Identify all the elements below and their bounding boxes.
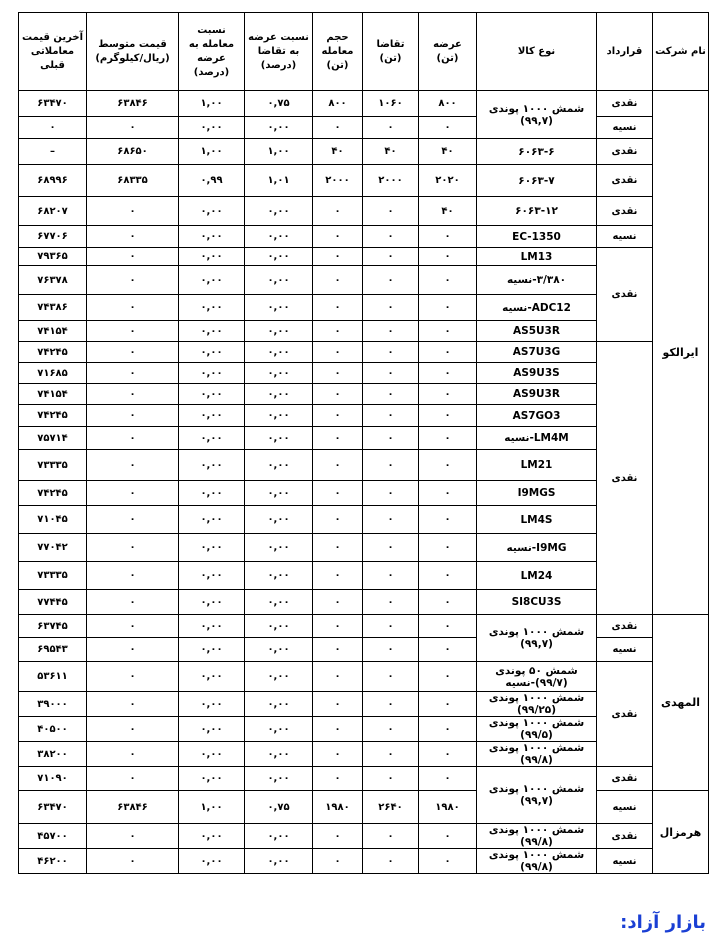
supply-cell: ۰ [419,342,477,363]
table-row [19,615,709,638]
trade-supply-ratio-cell: ۱,۰۰ [179,91,245,117]
supply-demand-ratio-cell: ۰,۰۰ [245,562,313,590]
trade-supply-ratio-cell: ۰,۰۰ [179,767,245,791]
trade-supply-ratio-cell: ۰,۰۰ [179,590,245,615]
header-demand: تقاضا (تن) [363,13,419,91]
volume-cell: ۰ [313,342,363,363]
avg-price-cell: ۰ [87,363,179,384]
demand-cell: ۴۰ [363,139,419,165]
table-row [19,197,709,226]
volume-cell: ۰ [313,295,363,321]
avg-price-cell: ۰ [87,481,179,506]
last-price-cell: ۶۸۲۰۷ [19,197,87,226]
product-cell: شمش ۱۰۰۰ پوندی (۹۹/۸) [477,824,597,849]
last-price-cell: ۴۵۷۰۰ [19,824,87,849]
avg-price-cell: ۰ [87,692,179,717]
demand-cell: ۰ [363,363,419,384]
trade-supply-ratio-cell: ۰,۰۰ [179,405,245,427]
demand-cell: ۰ [363,615,419,638]
demand-cell: ۰ [363,717,419,742]
volume-cell: ۰ [313,248,363,266]
avg-price-cell: ۰ [87,824,179,849]
demand-cell: ۰ [363,450,419,481]
volume-cell: ۰ [313,742,363,767]
supply-cell: ۰ [419,590,477,615]
supply-demand-ratio-cell: ۰,۰۰ [245,638,313,662]
trade-supply-ratio-cell: ۰,۰۰ [179,717,245,742]
volume-cell: ۰ [313,824,363,849]
volume-cell: ۰ [313,321,363,342]
last-price-cell: ۷۶۳۷۸ [19,266,87,295]
contract-cell: نقدی [597,197,653,226]
last-price-cell: ۷۴۲۴۵ [19,405,87,427]
contract-cell: نسیه [597,638,653,662]
trade-supply-ratio-cell: ۰,۰۰ [179,742,245,767]
supply-cell: ۰ [419,849,477,874]
product-cell: LM21 [477,450,597,481]
product-cell: LM13 [477,248,597,266]
trade-supply-ratio-cell: ۰,۰۰ [179,534,245,562]
demand-cell: ۲۰۰۰ [363,165,419,197]
supply-cell: ۰ [419,117,477,139]
volume-cell: ۰ [313,638,363,662]
trade-supply-ratio-cell: ۰,۰۰ [179,450,245,481]
avg-price-cell: ۰ [87,248,179,266]
product-cell: شمش ۱۰۰۰ پوندی (۹۹/۸) [477,742,597,767]
avg-price-cell: ۰ [87,638,179,662]
trade-supply-ratio-cell: ۰,۰۰ [179,662,245,692]
last-price-cell: ۷۴۱۵۴ [19,321,87,342]
demand-cell: ۰ [363,638,419,662]
demand-cell: ۰ [363,117,419,139]
supply-demand-ratio-cell: ۰,۰۰ [245,427,313,450]
trade-supply-ratio-cell: ۱,۰۰ [179,139,245,165]
trade-supply-ratio-cell: ۰,۰۰ [179,692,245,717]
trade-supply-ratio-cell: ۰,۰۰ [179,363,245,384]
volume-cell: ۰ [313,662,363,692]
header-company: نام شرکت [653,13,709,91]
trade-supply-ratio-cell: ۰,۰۰ [179,384,245,405]
trade-supply-ratio-cell: ۰,۰۰ [179,321,245,342]
demand-cell: ۰ [363,248,419,266]
supply-cell: ۸۰۰ [419,91,477,117]
supply-demand-ratio-cell: ۰,۰۰ [245,692,313,717]
supply-demand-ratio-cell: ۱,۰۰ [245,139,313,165]
demand-cell: ۰ [363,295,419,321]
volume-cell: ۰ [313,427,363,450]
last-price-cell: – [19,139,87,165]
trade-supply-ratio-cell: ۰,۹۹ [179,165,245,197]
demand-cell: ۰ [363,824,419,849]
product-cell: ۶۰۶۳-۶ [477,139,597,165]
demand-cell: ۱۰۶۰ [363,91,419,117]
contract-cell: نسیه [597,117,653,139]
header-volume: حجم معامله (تن) [313,13,363,91]
demand-cell: ۰ [363,590,419,615]
volume-cell: ۴۰ [313,139,363,165]
supply-demand-ratio-cell: ۰,۰۰ [245,506,313,534]
avg-price-cell: ۰ [87,534,179,562]
supply-demand-ratio-cell: ۰,۰۰ [245,197,313,226]
volume-cell: ۰ [313,692,363,717]
supply-cell: ۰ [419,767,477,791]
trade-supply-ratio-cell: ۰,۰۰ [179,638,245,662]
company-cell: هرمزال [653,791,709,874]
last-price-cell: ۷۱۶۸۵ [19,363,87,384]
last-price-cell: ۷۳۳۳۵ [19,450,87,481]
product-cell: LM4S [477,506,597,534]
supply-cell: ۰ [419,562,477,590]
avg-price-cell: ۰ [87,590,179,615]
product-cell: ADC12-نسیه [477,295,597,321]
demand-cell: ۰ [363,266,419,295]
contract-cell: نسیه [597,791,653,824]
last-price-cell: ۷۴۳۸۶ [19,295,87,321]
volume-cell: ۰ [313,767,363,791]
volume-cell: ۰ [313,197,363,226]
product-cell: شمش ۱۰۰۰ پوندی (۹۹,۷) [477,615,597,662]
product-cell: AS7U3G [477,342,597,363]
supply-cell: ۰ [419,363,477,384]
product-cell: I9MGS [477,481,597,506]
last-price-cell: ۳۸۲۰۰ [19,742,87,767]
last-price-cell: ۷۹۳۶۵ [19,248,87,266]
trade-supply-ratio-cell: ۰,۰۰ [179,481,245,506]
contract-cell: نقدی [597,248,653,342]
last-price-cell: ۷۳۳۳۵ [19,562,87,590]
supply-demand-ratio-cell: ۰,۰۰ [245,481,313,506]
demand-cell: ۰ [363,767,419,791]
avg-price-cell: ۰ [87,226,179,248]
trade-supply-ratio-cell: ۰,۰۰ [179,248,245,266]
last-price-cell: ۶۷۷۰۶ [19,226,87,248]
table-row [19,662,709,692]
demand-cell: ۲۶۴۰ [363,791,419,824]
contract-cell: نقدی [597,342,653,615]
supply-cell: ۱۹۸۰ [419,791,477,824]
last-price-cell: ۷۴۲۴۵ [19,342,87,363]
avg-price-cell: ۰ [87,266,179,295]
trade-supply-ratio-cell: ۰,۰۰ [179,824,245,849]
product-cell: ۶۰۶۳-۱۲ [477,197,597,226]
demand-cell: ۰ [363,534,419,562]
contract-cell: نقدی [597,662,653,767]
last-price-cell: ۷۷۴۴۵ [19,590,87,615]
supply-cell: ۰ [419,226,477,248]
supply-cell: ۰ [419,266,477,295]
table-row [19,226,709,248]
trade-supply-ratio-cell: ۱,۰۰ [179,791,245,824]
supply-cell: ۰ [419,824,477,849]
trade-supply-ratio-cell: ۰,۰۰ [179,117,245,139]
table-row [19,117,709,139]
last-price-cell: ۶۹۵۴۳ [19,638,87,662]
contract-cell: نقدی [597,767,653,791]
last-price-cell: ۷۵۷۱۴ [19,427,87,450]
supply-cell: ۰ [419,481,477,506]
demand-cell: ۰ [363,342,419,363]
trade-supply-ratio-cell: ۰,۰۰ [179,342,245,363]
supply-demand-ratio-cell: ۰,۰۰ [245,363,313,384]
last-price-cell: ۶۳۴۷۰ [19,91,87,117]
supply-demand-ratio-cell: ۰,۰۰ [245,824,313,849]
avg-price-cell: ۰ [87,405,179,427]
avg-price-cell: ۰ [87,662,179,692]
demand-cell: ۰ [363,562,419,590]
volume-cell: ۰ [313,450,363,481]
header-trade-supply-ratio: نسبت معامله به عرضه (درصد) [179,13,245,91]
supply-demand-ratio-cell: ۱,۰۱ [245,165,313,197]
last-price-cell: ۷۷۰۴۲ [19,534,87,562]
avg-price-cell: ۰ [87,321,179,342]
avg-price-cell: ۰ [87,615,179,638]
supply-demand-ratio-cell: ۰,۰۰ [245,742,313,767]
last-price-cell: ۳۹۰۰۰ [19,692,87,717]
last-price-cell: ۰ [19,117,87,139]
supply-demand-ratio-cell: ۰,۰۰ [245,590,313,615]
demand-cell: ۰ [363,226,419,248]
contract-cell: نقدی [597,91,653,117]
avg-price-cell: ۰ [87,295,179,321]
contract-cell: نقدی [597,139,653,165]
supply-cell: ۰ [419,534,477,562]
product-cell: AS5U3R [477,321,597,342]
volume-cell: ۰ [313,384,363,405]
volume-cell: ۰ [313,615,363,638]
demand-cell: ۰ [363,692,419,717]
contract-cell: نقدی [597,824,653,849]
product-cell: ۶۰۶۳-۷ [477,165,597,197]
header-avg-price: قیمت متوسط (ریال/کیلوگرم) [87,13,179,91]
avg-price-cell: ۰ [87,562,179,590]
trade-supply-ratio-cell: ۰,۰۰ [179,197,245,226]
table-row [19,767,709,791]
last-price-cell: ۵۳۶۱۱ [19,662,87,692]
supply-cell: ۰ [419,405,477,427]
supply-demand-ratio-cell: ۰,۷۵ [245,791,313,824]
volume-cell: ۰ [313,266,363,295]
volume-cell: ۰ [313,405,363,427]
volume-cell: ۸۰۰ [313,91,363,117]
demand-cell: ۰ [363,321,419,342]
volume-cell: ۰ [313,849,363,874]
avg-price-cell: ۰ [87,717,179,742]
trade-table [18,12,709,874]
product-cell: EC-1350 [477,226,597,248]
product-cell: شمش ۵۰ پوندی (۹۹/۷)-نسیه [477,662,597,692]
trade-supply-ratio-cell: ۰,۰۰ [179,226,245,248]
header-contract: قرارداد [597,13,653,91]
supply-cell: ۰ [419,248,477,266]
supply-demand-ratio-cell: ۰,۰۰ [245,849,313,874]
product-cell: LM4M-نسیه [477,427,597,450]
supply-cell: ۰ [419,427,477,450]
supply-cell: ۰ [419,506,477,534]
trade-supply-ratio-cell: ۰,۰۰ [179,615,245,638]
last-price-cell: ۷۱۰۹۰ [19,767,87,791]
product-cell: ۳/۳۸۰-نسیه [477,266,597,295]
trade-supply-ratio-cell: ۰,۰۰ [179,295,245,321]
contract-cell: نقدی [597,615,653,638]
demand-cell: ۰ [363,427,419,450]
last-price-cell: ۷۴۱۵۴ [19,384,87,405]
contract-cell: نسیه [597,849,653,874]
last-price-cell: ۶۸۹۹۶ [19,165,87,197]
volume-cell: ۲۰۰۰ [313,165,363,197]
supply-demand-ratio-cell: ۰,۰۰ [245,266,313,295]
header-supply: عرضه (تن) [419,13,477,91]
supply-demand-ratio-cell: ۰,۰۰ [245,534,313,562]
supply-cell: ۰ [419,384,477,405]
supply-demand-ratio-cell: ۰,۰۰ [245,615,313,638]
demand-cell: ۰ [363,742,419,767]
product-cell: AS9U3S [477,363,597,384]
demand-cell: ۰ [363,662,419,692]
avg-price-cell: ۰ [87,849,179,874]
company-cell: ایرالکو [653,91,709,615]
section-title: بازار آزاد: [620,912,706,933]
avg-price-cell: ۶۸۳۳۵ [87,165,179,197]
trade-supply-ratio-cell: ۰,۰۰ [179,266,245,295]
avg-price-cell: ۶۸۶۵۰ [87,139,179,165]
product-cell: I9MG-نسیه [477,534,597,562]
volume-cell: ۱۹۸۰ [313,791,363,824]
supply-demand-ratio-cell: ۰,۰۰ [245,117,313,139]
supply-demand-ratio-cell: ۰,۰۰ [245,717,313,742]
supply-cell: ۰ [419,295,477,321]
avg-price-cell: ۰ [87,450,179,481]
supply-demand-ratio-cell: ۰,۷۵ [245,91,313,117]
supply-cell: ۲۰۲۰ [419,165,477,197]
last-price-cell: ۷۴۲۴۵ [19,481,87,506]
trade-supply-ratio-cell: ۰,۰۰ [179,427,245,450]
last-price-cell: ۷۱۰۴۵ [19,506,87,534]
supply-cell: ۰ [419,717,477,742]
table-row [19,139,709,165]
header-supply-demand-ratio: نسبت عرضه به تقاضا (درصد) [245,13,313,91]
trade-supply-ratio-cell: ۰,۰۰ [179,562,245,590]
supply-cell: ۰ [419,662,477,692]
supply-demand-ratio-cell: ۰,۰۰ [245,295,313,321]
supply-demand-ratio-cell: ۰,۰۰ [245,450,313,481]
header-last-price: آخرین قیمت معاملاتی قبلی [19,13,87,91]
demand-cell: ۰ [363,849,419,874]
product-cell: AS7GO3 [477,405,597,427]
volume-cell: ۰ [313,117,363,139]
avg-price-cell: ۶۳۸۴۶ [87,91,179,117]
supply-cell: ۰ [419,615,477,638]
contract-cell: نسیه [597,226,653,248]
demand-cell: ۰ [363,506,419,534]
demand-cell: ۰ [363,384,419,405]
supply-cell: ۰ [419,321,477,342]
table-row [19,638,709,662]
supply-cell: ۰ [419,450,477,481]
last-price-cell: ۴۰۵۰۰ [19,717,87,742]
volume-cell: ۰ [313,363,363,384]
volume-cell: ۰ [313,226,363,248]
volume-cell: ۰ [313,590,363,615]
avg-price-cell: ۰ [87,117,179,139]
trade-supply-ratio-cell: ۰,۰۰ [179,849,245,874]
supply-cell: ۴۰ [419,197,477,226]
last-price-cell: ۴۶۲۰۰ [19,849,87,874]
table-row [19,791,709,824]
product-cell: شمش ۱۰۰۰ پوندی (۹۹/۸) [477,849,597,874]
product-cell: SI8CU3S [477,590,597,615]
demand-cell: ۰ [363,481,419,506]
avg-price-cell: ۰ [87,384,179,405]
product-cell: شمش ۱۰۰۰ پوندی (۹۹/۵) [477,717,597,742]
product-cell: شمش ۱۰۰۰ پوندی (۹۹,۷) [477,767,597,824]
supply-demand-ratio-cell: ۰,۰۰ [245,767,313,791]
contract-cell: نقدی [597,165,653,197]
product-cell: شمش ۱۰۰۰ پوندی (۹۹/۲۵) [477,692,597,717]
volume-cell: ۰ [313,534,363,562]
demand-cell: ۰ [363,405,419,427]
supply-demand-ratio-cell: ۰,۰۰ [245,662,313,692]
table-row [19,248,709,266]
avg-price-cell: ۰ [87,767,179,791]
table-row [19,849,709,874]
supply-cell: ۰ [419,638,477,662]
supply-demand-ratio-cell: ۰,۰۰ [245,405,313,427]
product-cell: شمش ۱۰۰۰ پوندی (۹۹,۷) [477,91,597,139]
supply-cell: ۰ [419,742,477,767]
supply-demand-ratio-cell: ۰,۰۰ [245,226,313,248]
avg-price-cell: ۰ [87,197,179,226]
table-row [19,91,709,117]
header-product: نوع کالا [477,13,597,91]
demand-cell: ۰ [363,197,419,226]
supply-cell: ۴۰ [419,139,477,165]
supply-demand-ratio-cell: ۰,۰۰ [245,342,313,363]
avg-price-cell: ۶۳۸۴۶ [87,791,179,824]
table-row [19,824,709,849]
table-row [19,342,709,363]
supply-demand-ratio-cell: ۰,۰۰ [245,384,313,405]
avg-price-cell: ۰ [87,427,179,450]
table-row [19,165,709,197]
header-row [19,13,709,91]
avg-price-cell: ۰ [87,742,179,767]
volume-cell: ۰ [313,481,363,506]
company-cell: المهدی [653,615,709,791]
volume-cell: ۰ [313,506,363,534]
last-price-cell: ۶۳۴۷۰ [19,791,87,824]
product-cell: AS9U3R [477,384,597,405]
avg-price-cell: ۰ [87,506,179,534]
trade-supply-ratio-cell: ۰,۰۰ [179,506,245,534]
product-cell: LM24 [477,562,597,590]
supply-demand-ratio-cell: ۰,۰۰ [245,248,313,266]
supply-cell: ۰ [419,692,477,717]
supply-demand-ratio-cell: ۰,۰۰ [245,321,313,342]
table-body [19,91,709,874]
volume-cell: ۰ [313,717,363,742]
volume-cell: ۰ [313,562,363,590]
last-price-cell: ۶۳۷۴۵ [19,615,87,638]
avg-price-cell: ۰ [87,342,179,363]
